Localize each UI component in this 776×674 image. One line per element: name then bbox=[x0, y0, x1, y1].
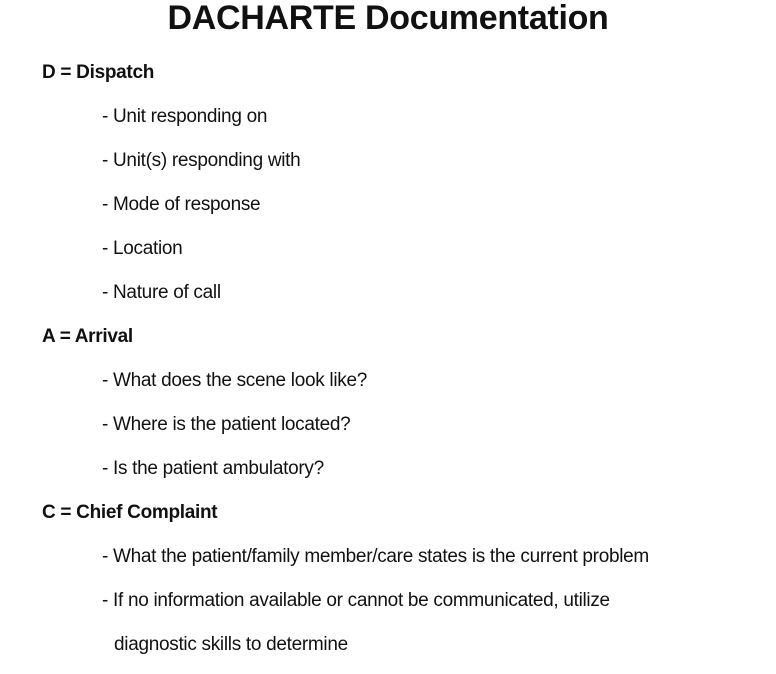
section-heading: D = Dispatch bbox=[42, 62, 155, 83]
list-item: - What does the scene look like? bbox=[102, 370, 367, 391]
list-item: - Is the patient ambulatory? bbox=[102, 458, 324, 479]
section-chief-complaint bbox=[42, 498, 772, 674]
list-item: - Where is the patient located? bbox=[102, 414, 351, 435]
list-item: - Nature of call bbox=[102, 282, 221, 303]
section-dispatch bbox=[42, 58, 772, 322]
list-item: - If no information available or cannot be communicated, utilize bbox=[102, 590, 610, 611]
list-item: - Location bbox=[102, 238, 183, 259]
list-item: - Unit responding on bbox=[102, 106, 268, 127]
section-heading: A = Arrival bbox=[42, 326, 133, 347]
document-title: DACHARTE Documentation bbox=[167, 0, 609, 37]
list-item: - What the patient/family member/care states is the current problem bbox=[102, 546, 649, 567]
list-item: - Unit(s) responding with bbox=[102, 150, 301, 171]
list-item: - Mode of response bbox=[102, 194, 261, 215]
document-body bbox=[42, 58, 772, 674]
section-heading: C = Chief Complaint bbox=[42, 502, 218, 523]
list-item-continuation: diagnostic skills to determine bbox=[114, 634, 348, 655]
section-arrival bbox=[42, 322, 772, 498]
